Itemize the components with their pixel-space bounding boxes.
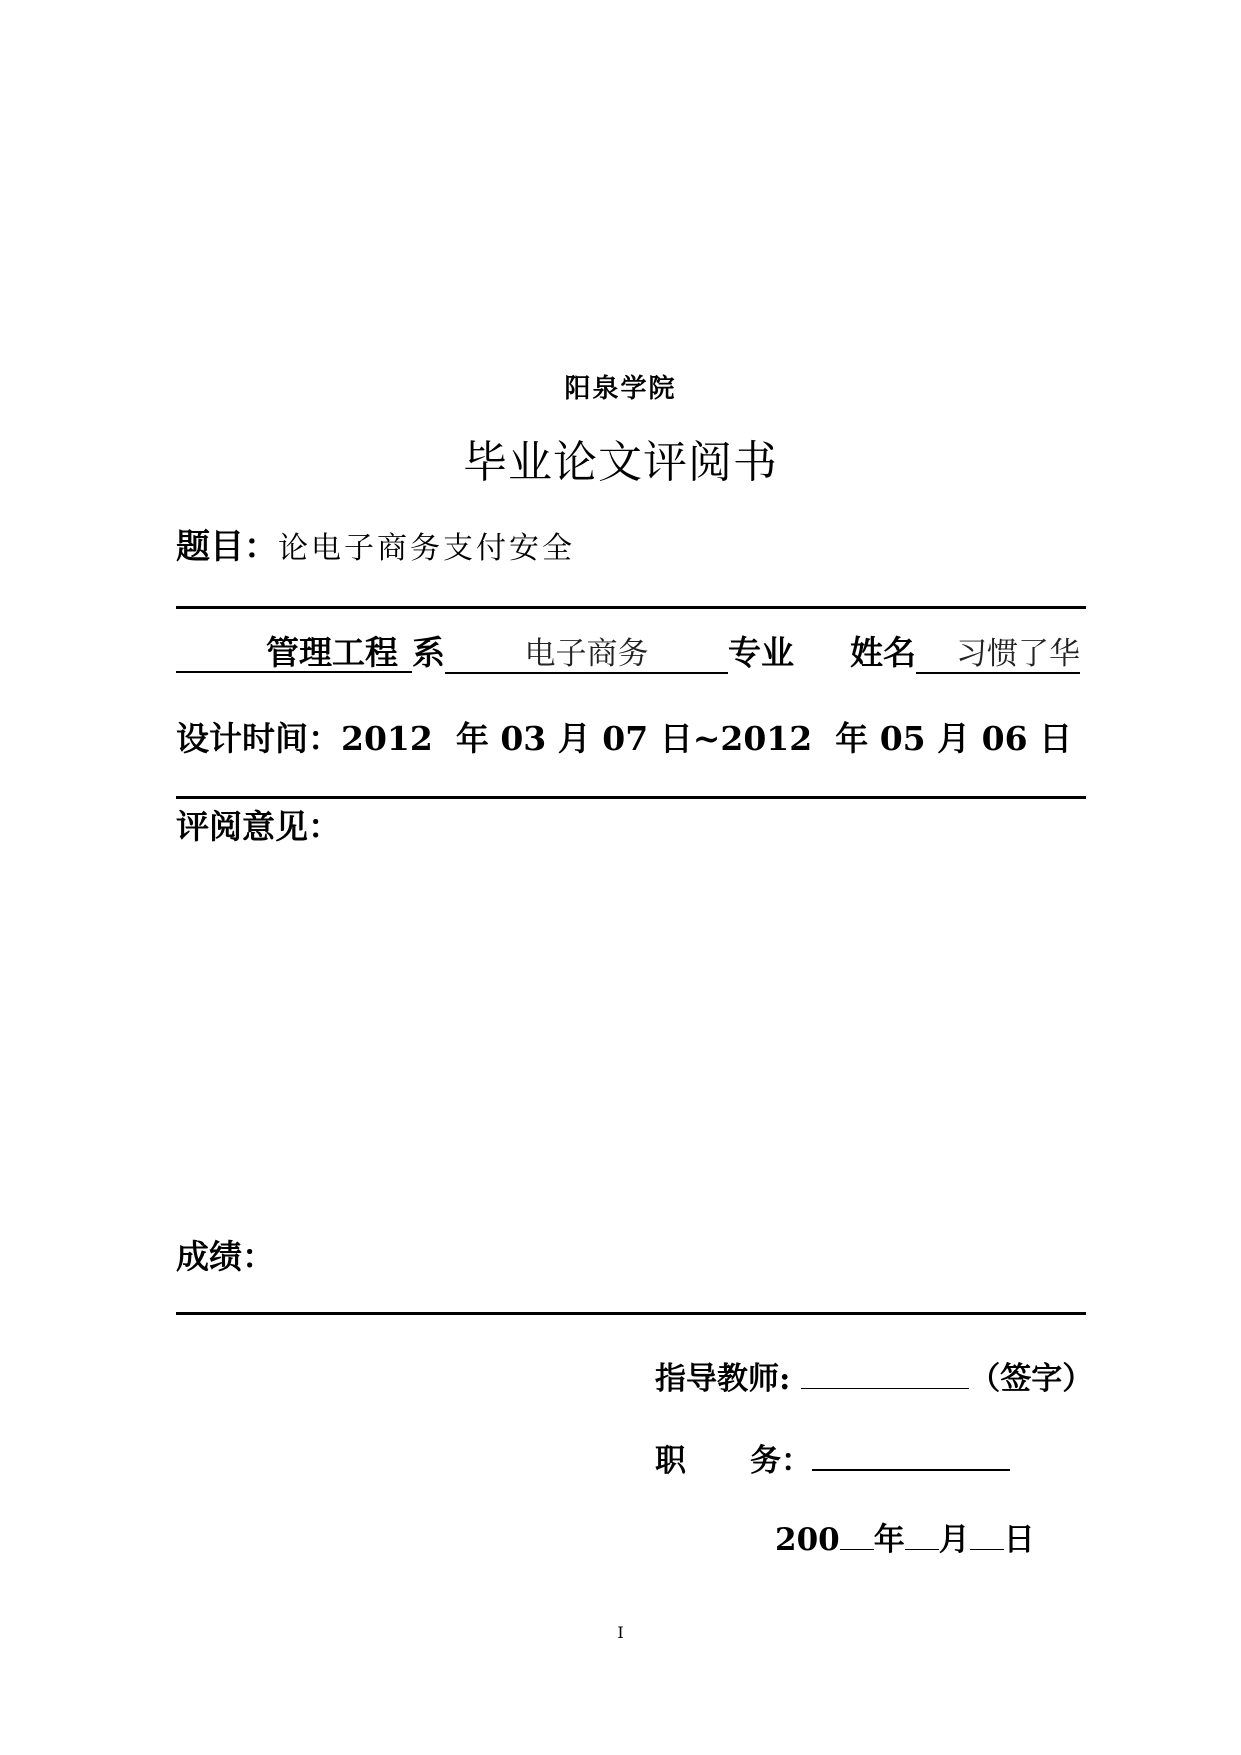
advisor-label: 指导教师:	[655, 1361, 791, 1397]
review-label: 评阅意见：	[176, 807, 341, 846]
date-month-label: 月	[938, 1522, 970, 1558]
sign-note: （签字）	[969, 1361, 1094, 1397]
school-name: 阳泉学院	[564, 374, 677, 404]
advisor-signature-blank	[801, 1362, 969, 1389]
department-suffix: 系	[412, 633, 445, 672]
name-field	[916, 636, 1080, 674]
document-title: 毕业论文评阅书	[463, 437, 778, 488]
topic-underline	[176, 606, 1086, 609]
advisor-row	[655, 1362, 1093, 1395]
start-day-label: 日	[659, 719, 693, 758]
page-number: I	[617, 1623, 624, 1642]
department-value: 管理工程	[266, 633, 398, 672]
position-row	[655, 1443, 1010, 1477]
date-year-label: 年	[873, 1522, 905, 1558]
design-time-row	[176, 719, 1073, 758]
position-blank	[812, 1443, 1010, 1471]
date-day-label: 日	[1003, 1522, 1035, 1558]
design-time-underline	[176, 796, 1086, 799]
grade-label: 成绩：	[176, 1237, 275, 1276]
position-label-2: 务：	[750, 1443, 812, 1479]
day-blank	[970, 1523, 1004, 1550]
year-blank	[840, 1523, 874, 1550]
date-row	[775, 1523, 1035, 1556]
topic-label: 题目：	[176, 527, 278, 567]
name-value: 习惯了华	[956, 636, 1080, 672]
date-separator: ~	[692, 719, 721, 758]
month-blank	[905, 1523, 939, 1550]
end-month-label: 月	[937, 719, 971, 758]
grade-underline	[176, 1312, 1086, 1315]
start-year-label: 年	[455, 719, 489, 758]
end-year: 2012	[720, 719, 813, 758]
start-month-label: 月	[557, 719, 591, 758]
department-field	[176, 633, 412, 673]
start-day: 07	[602, 719, 649, 758]
position-label-1: 职	[655, 1443, 686, 1479]
end-year-label: 年	[835, 719, 869, 758]
end-month: 05	[879, 719, 926, 758]
department-row	[176, 633, 1080, 674]
topic-row	[176, 527, 575, 567]
end-day: 06	[981, 719, 1028, 758]
design-time-label: 设计时间：	[176, 719, 341, 758]
start-year: 2012	[341, 719, 433, 758]
major-value: 电子商务	[524, 636, 649, 672]
start-month: 03	[500, 719, 547, 758]
date-prefix: 200	[775, 1522, 840, 1558]
end-day-label: 日	[1039, 719, 1073, 758]
major-field	[445, 636, 728, 674]
topic-value: 论电子商务支付安全	[278, 531, 575, 566]
major-suffix: 专业	[728, 633, 794, 672]
name-label: 姓名	[850, 633, 916, 672]
